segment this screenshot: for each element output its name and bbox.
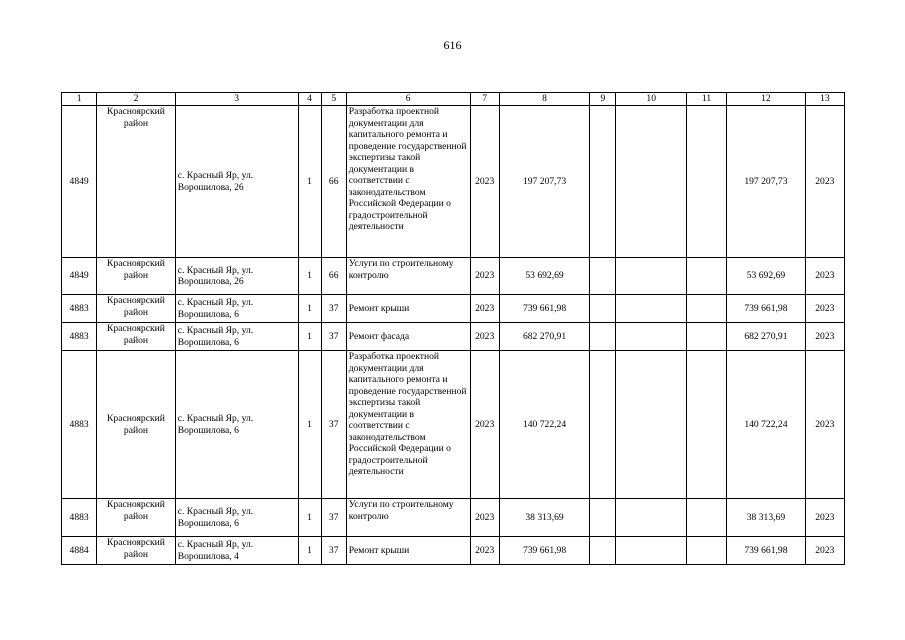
cell-district: Красноярский район bbox=[97, 106, 176, 258]
cell-col13: 2023 bbox=[805, 106, 844, 258]
cell-work-type: Услуги по строительному контролю bbox=[346, 258, 470, 295]
cell-id: 4883 bbox=[62, 323, 97, 351]
column-header: 10 bbox=[616, 93, 686, 106]
cell-cost: 739 661,98 bbox=[499, 537, 590, 565]
column-header: 8 bbox=[499, 93, 590, 106]
cell-col12: 739 661,98 bbox=[727, 537, 806, 565]
table-row bbox=[62, 537, 845, 565]
cell-year: 2023 bbox=[470, 537, 499, 565]
cell-col5: 37 bbox=[321, 295, 346, 323]
cell-year: 2023 bbox=[470, 106, 499, 258]
table-row bbox=[62, 106, 845, 258]
cell-col10 bbox=[616, 295, 686, 323]
cell-col12: 197 207,73 bbox=[727, 106, 806, 258]
cell-year: 2023 bbox=[470, 351, 499, 499]
cell-col11 bbox=[686, 537, 726, 565]
cell-col11 bbox=[686, 258, 726, 295]
cell-district: Красноярский район bbox=[97, 499, 176, 537]
page-number: 616 bbox=[443, 38, 462, 52]
cell-cost: 53 692,69 bbox=[499, 258, 590, 295]
cell-id: 4883 bbox=[62, 499, 97, 537]
cell-cost: 140 722,24 bbox=[499, 351, 590, 499]
cell-col9 bbox=[590, 295, 616, 323]
cell-col13: 2023 bbox=[805, 499, 844, 537]
cell-id: 4849 bbox=[62, 106, 97, 258]
table-row bbox=[62, 323, 845, 351]
cell-address: с. Красный Яр, ул. Ворошилова, 6 bbox=[175, 499, 298, 537]
column-header: 2 bbox=[97, 93, 176, 106]
cell-work-type: Разработка проектной документации для капитального ремонта и проведение государственной экспертизы такой документации в соответствии с законодательством Российской Федерации о градостроительной деятельности bbox=[346, 351, 470, 499]
cell-col4: 1 bbox=[298, 537, 321, 565]
column-header: 5 bbox=[321, 93, 346, 106]
cell-work-type: Разработка проектной документации для капитального ремонта и проведение государственной экспертизы такой документации в соответствии с законодательством Российской Федерации о градостроительной деятельности bbox=[346, 106, 470, 258]
cell-col12: 53 692,69 bbox=[727, 258, 806, 295]
cell-col12: 682 270,91 bbox=[727, 323, 806, 351]
table-row bbox=[62, 499, 845, 537]
cell-cost: 739 661,98 bbox=[499, 295, 590, 323]
column-header: 7 bbox=[470, 93, 499, 106]
cell-col13: 2023 bbox=[805, 351, 844, 499]
cell-col13: 2023 bbox=[805, 537, 844, 565]
cell-col9 bbox=[590, 106, 616, 258]
cell-col9 bbox=[590, 499, 616, 537]
cell-col12: 140 722,24 bbox=[727, 351, 806, 499]
cell-address: с. Красный Яр, ул. Ворошилова, 6 bbox=[175, 295, 298, 323]
cell-col5: 66 bbox=[321, 258, 346, 295]
cell-address: с. Красный Яр, ул. Ворошилова, 6 bbox=[175, 323, 298, 351]
cell-col9 bbox=[590, 537, 616, 565]
column-header: 1 bbox=[62, 93, 97, 106]
cell-col12: 38 313,69 bbox=[727, 499, 806, 537]
cell-id: 4849 bbox=[62, 258, 97, 295]
cell-col13: 2023 bbox=[805, 323, 844, 351]
cell-col5: 66 bbox=[321, 106, 346, 258]
cell-col4: 1 bbox=[298, 258, 321, 295]
cell-col11 bbox=[686, 106, 726, 258]
table-row bbox=[62, 351, 845, 499]
cell-address: с. Красный Яр, ул. Ворошилова, 26 bbox=[175, 106, 298, 258]
cell-address: с. Красный Яр, ул. Ворошилова, 26 bbox=[175, 258, 298, 295]
column-header: 12 bbox=[727, 93, 806, 106]
cell-work-type: Ремонт фасада bbox=[346, 323, 470, 351]
cell-col4: 1 bbox=[298, 351, 321, 499]
cell-col10 bbox=[616, 258, 686, 295]
cell-col11 bbox=[686, 351, 726, 499]
column-number-row bbox=[62, 93, 845, 106]
cell-year: 2023 bbox=[470, 258, 499, 295]
column-header: 6 bbox=[346, 93, 470, 106]
cell-address: с. Красный Яр, ул. Ворошилова, 6 bbox=[175, 351, 298, 499]
column-header: 3 bbox=[175, 93, 298, 106]
cell-year: 2023 bbox=[470, 499, 499, 537]
cell-col10 bbox=[616, 323, 686, 351]
capital-repair-table bbox=[61, 92, 845, 565]
column-header: 11 bbox=[686, 93, 726, 106]
cell-work-type: Ремонт крыши bbox=[346, 295, 470, 323]
cell-col4: 1 bbox=[298, 106, 321, 258]
cell-district: Красноярский район bbox=[97, 323, 176, 351]
cell-col10 bbox=[616, 106, 686, 258]
cell-district: Красноярский район bbox=[97, 351, 176, 499]
cell-id: 4883 bbox=[62, 351, 97, 499]
cell-col9 bbox=[590, 323, 616, 351]
cell-id: 4883 bbox=[62, 295, 97, 323]
cell-district: Красноярский район bbox=[97, 537, 176, 565]
cell-col5: 37 bbox=[321, 537, 346, 565]
cell-id: 4884 bbox=[62, 537, 97, 565]
cell-work-type: Ремонт крыши bbox=[346, 537, 470, 565]
cell-col11 bbox=[686, 323, 726, 351]
cell-col11 bbox=[686, 499, 726, 537]
cell-work-type: Услуги по строительному контролю bbox=[346, 499, 470, 537]
cell-cost: 682 270,91 bbox=[499, 323, 590, 351]
table-row bbox=[62, 295, 845, 323]
cell-col12: 739 661,98 bbox=[727, 295, 806, 323]
cell-col4: 1 bbox=[298, 323, 321, 351]
cell-cost: 38 313,69 bbox=[499, 499, 590, 537]
cell-col4: 1 bbox=[298, 295, 321, 323]
cell-col5: 37 bbox=[321, 323, 346, 351]
cell-col10 bbox=[616, 499, 686, 537]
cell-year: 2023 bbox=[470, 295, 499, 323]
cell-address: с. Красный Яр, ул. Ворошилова, 4 bbox=[175, 537, 298, 565]
column-header: 9 bbox=[590, 93, 616, 106]
cell-col10 bbox=[616, 351, 686, 499]
cell-col13: 2023 bbox=[805, 258, 844, 295]
cell-district: Красноярский район bbox=[97, 295, 176, 323]
cell-col5: 37 bbox=[321, 499, 346, 537]
cell-col9 bbox=[590, 351, 616, 499]
table-row bbox=[62, 258, 845, 295]
cell-cost: 197 207,73 bbox=[499, 106, 590, 258]
cell-col10 bbox=[616, 537, 686, 565]
column-header: 13 bbox=[805, 93, 844, 106]
cell-district: Красноярский район bbox=[97, 258, 176, 295]
column-header: 4 bbox=[298, 93, 321, 106]
cell-col9 bbox=[590, 258, 616, 295]
cell-col4: 1 bbox=[298, 499, 321, 537]
cell-col13: 2023 bbox=[805, 295, 844, 323]
cell-col11 bbox=[686, 295, 726, 323]
cell-col5: 37 bbox=[321, 351, 346, 499]
cell-year: 2023 bbox=[470, 323, 499, 351]
